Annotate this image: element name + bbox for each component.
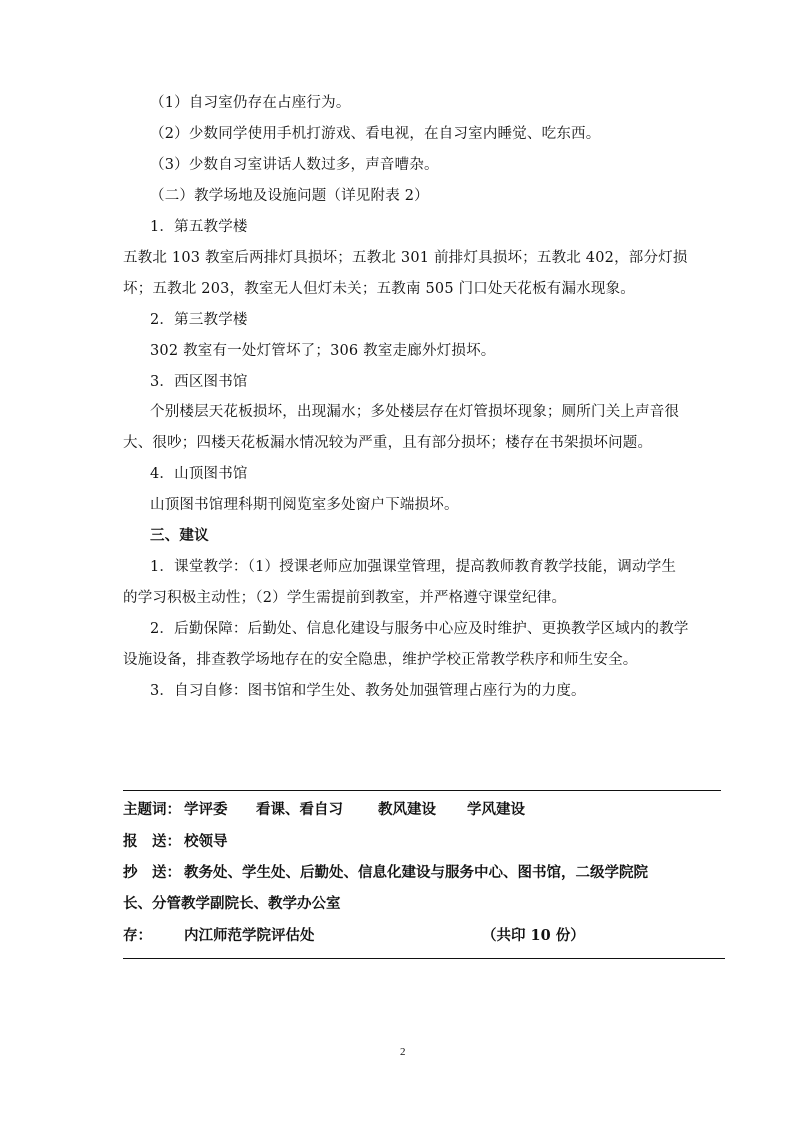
- subheading: 2．第三教学楼: [150, 312, 248, 328]
- paragraph-line: 设施设备，排查教学场地存在的安全隐患，维护学校正常教学秩序和师生安全。: [123, 652, 638, 668]
- page-number: 2: [400, 1046, 406, 1058]
- paragraph-line: 的学习积极主动性；（2）学生需提前到教室，并严格遵守课堂纪律。: [123, 590, 567, 606]
- paragraph-line: 五教北 103 教室后两排灯具损坏；五教北 301 前排灯具损坏；五教北 402，部分灯损: [123, 250, 688, 266]
- report-value: 校领导: [184, 833, 228, 850]
- paragraph-line: 2．后勤保障：后勤处、信息化建设与服务中心应及时维护、更换教学区域内的教学: [150, 621, 689, 637]
- copy-value-continued: 长、分管教学副院长、教学办公室: [123, 895, 341, 912]
- copy-value: 教务处、学生处、后勤处、信息化建设与服务中心、图书馆，二级学院院: [184, 864, 648, 881]
- footer-top-rule: [123, 790, 721, 791]
- keyword-item: 学风建设: [467, 801, 525, 818]
- paragraph-line: （2）少数同学使用手机打游戏、看电视，在自习室内睡觉、吃东西。: [150, 126, 601, 142]
- paragraph-line: 坏；五教北 203，教室无人但灯未关；五教南 505 门口处天花板有漏水现象。: [123, 281, 635, 297]
- footer-bottom-rule: [123, 958, 725, 959]
- paragraph-line: 302 教室有一处灯管坏了；306 教室走廊外灯损坏。: [150, 343, 496, 359]
- keywords-label: 主题词：: [123, 801, 181, 818]
- print-count: （共印 10 份）: [482, 927, 585, 944]
- paragraph-line: （3）少数自习室讲话人数过多，声音嘈杂。: [150, 157, 439, 173]
- archive-value: 内江师范学院评估处: [184, 927, 315, 944]
- paragraph-line: 个别楼层天花板损坏，出现漏水；多处楼层存在灯管损坏现象；厕所门关上声音很: [150, 404, 680, 420]
- paragraph-line: 3．自习自修：图书馆和学生处、教务处加强管理占座行为的力度。: [150, 683, 586, 699]
- keyword-item: 看课、看自习: [256, 801, 343, 818]
- paragraph-line: 大、很吵；四楼天花板漏水情况较为严重，且有部分损坏；楼存在书架损坏问题。: [123, 435, 653, 451]
- subheading: 4．山顶图书馆: [150, 466, 248, 482]
- keyword-item: 教风建设: [378, 801, 436, 818]
- section-heading: 三、建议: [150, 527, 209, 544]
- report-label: 报 送：: [123, 833, 181, 850]
- paragraph-line: 山顶图书馆理科期刊阅览室多处窗户下端损坏。: [150, 497, 459, 513]
- paragraph-line: （1）自习室仍存在占座行为。: [150, 95, 351, 111]
- subheading: 1．第五教学楼: [150, 219, 248, 235]
- subheading: 3．西区图书馆: [150, 374, 248, 390]
- paragraph-line: 1．课堂教学：（1）授课老师应加强课堂管理，提高教师教育教学技能，调动学生: [150, 559, 677, 575]
- keyword-item: 学评委: [184, 801, 228, 818]
- section-heading: （二）教学场地及设施问题（详见附表 2）: [150, 188, 429, 204]
- copy-label: 抄 送：: [123, 864, 181, 881]
- archive-label: 存：: [123, 927, 152, 944]
